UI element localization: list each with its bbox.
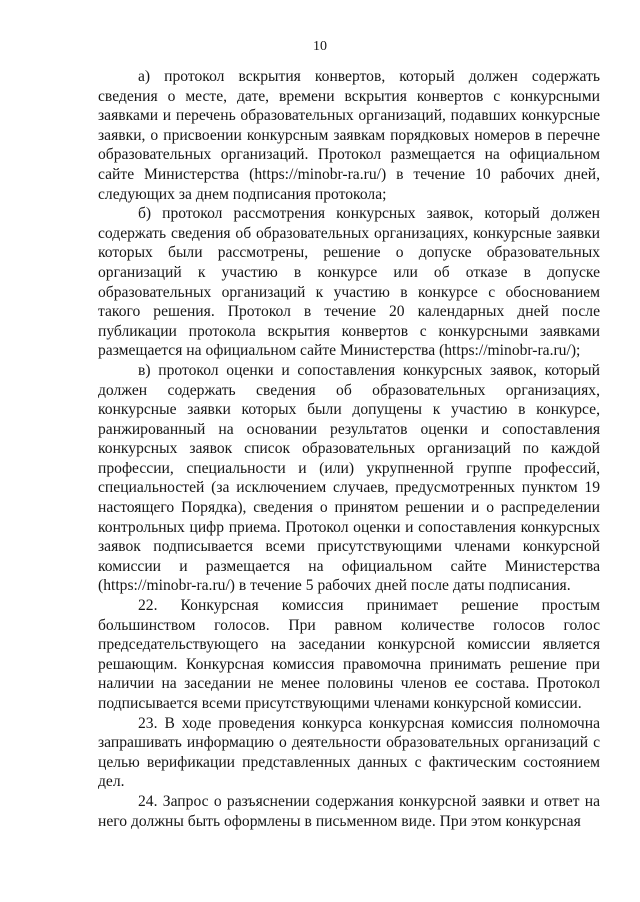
paragraph-item-b: б) протокол рассмотрения конкурсных заявок, который должен содержать сведения об образовательных организациях, конкурсные заявки которых были рассмотрены, решение о допуске образовательных организаций к участию в конкурсе или об отказе в допуске образовательных организаций к участию в конкурсе с обоснованием такого решения. Протокол в течение 20 календарных дней после публикации протокола вскрытия конвертов с конкурсными заявками размещается на официальном сайте Министерства (https://minobr-ra.ru/); [98,205,600,360]
paragraph-item-23: 23. В ходе проведения конкурса конкурсная комиссия полномочна запрашивать информацию о деятельности образовательных организаций с целью верификации представленных данных с фактическим состоянием дел. [98,714,600,791]
paragraph-item-22: 22. Конкурсная комиссия принимает решение простым большинством голосов. При равном количестве голосов голос председательствующего на заседании конкурсной комиссии является решающим. Конкурсная комиссия правомочна принимать решение при наличии на заседании не менее половины членов ее состава. Протокол подписывается всеми присутствующими членами конкурсной комиссии. [98,597,600,712]
document-body [98,67,600,831]
paragraph-item-v: в) протокол оценки и сопоставления конкурсных заявок, который должен содержать сведения об образовательных организациях, конкурсные заявки которых были допущены к участию в конкурсе, ранжированный на основании результатов оценки и сопоставления конкурсных заявок список образовательных организаций по каждой профессии, специальности и (или) укрупненной группе профессий, специальностей (за исключением случаев, предусмотренных пунктом 19 настоящего Порядка), сведения о принятом решении и о распределении контрольных цифр приема. Протокол оценки и сопоставления конкурсных заявок подписывается всеми присутствующими членами конкурсной комиссии и размещается на официальном сайте Министерства (https://minobr-ra.ru/) в течение 5 рабочих дней после даты подписания. [98,361,600,595]
paragraph-item-24: 24. Запрос о разъяснении содержания конкурсной заявки и ответ на него должны быть оформлены в письменном виде. При этом конкурсная [98,792,600,830]
page-number: 10 [313,39,327,54]
paragraph-item-a: а) протокол вскрытия конвертов, который должен содержать сведения о месте, дате, времени вскрытия конвертов с конкурсными заявками и перечень образовательных организаций, подавших конкурсные заявки, о присвоении конкурсным заявкам порядковых номеров в перечне образовательных организаций. Протокол размещается на официальном сайте Министерства (https://minobr-ra.ru/) в течение 10 рабочих дней, следующих за днем подписания протокола; [98,68,600,203]
